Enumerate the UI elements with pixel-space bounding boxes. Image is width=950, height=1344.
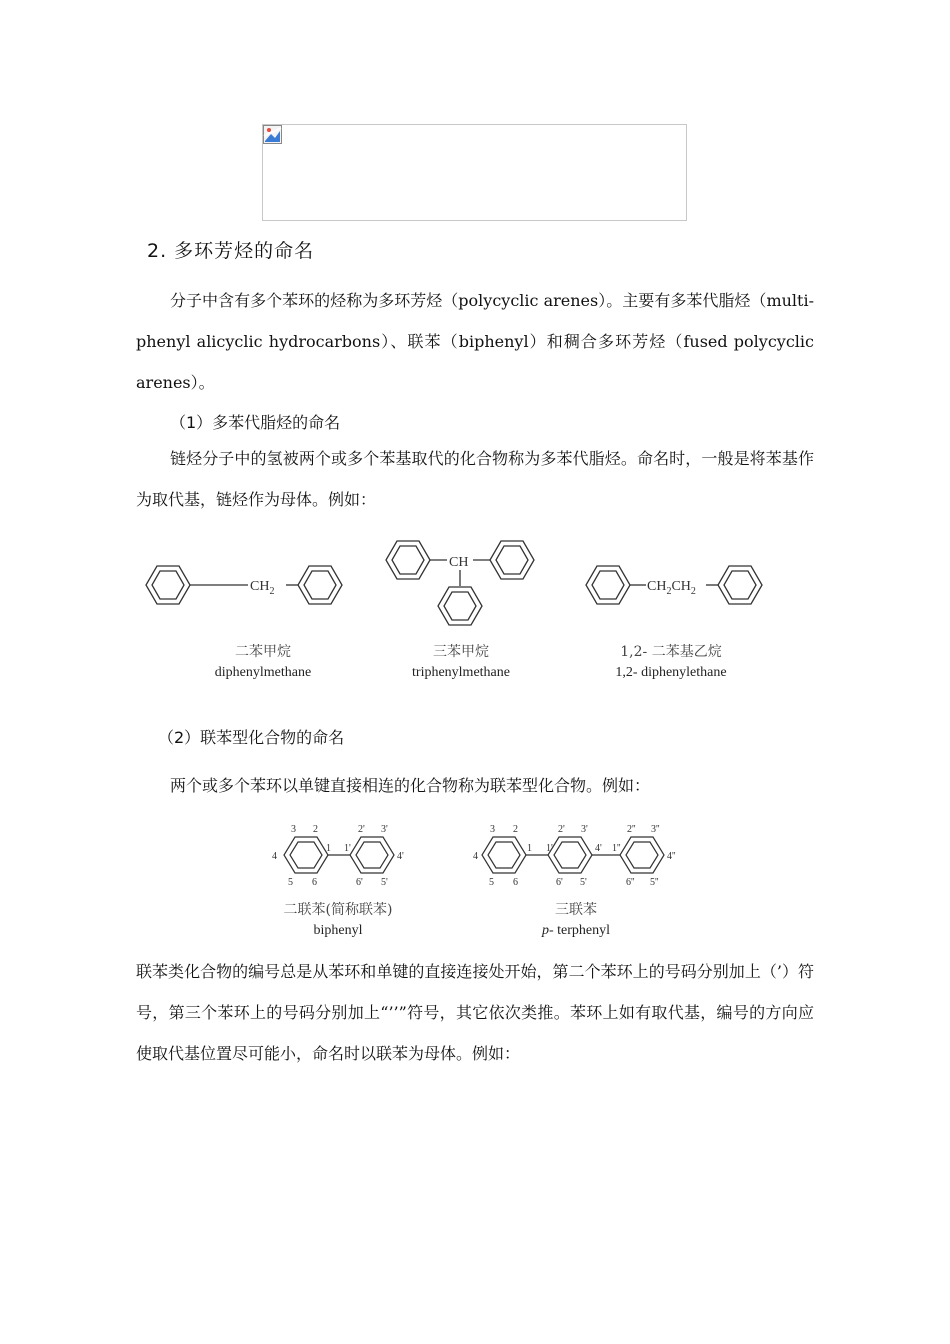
position-label: 5' <box>580 877 587 888</box>
subsection-heading-2: （2）联苯型化合物的命名 <box>158 728 345 747</box>
benzene-ring <box>350 837 394 873</box>
position-label: 3'' <box>651 824 660 835</box>
sub2-paragraph: 两个或多个苯环以单键直接相连的化合物称为联苯型化合物。例如： <box>170 776 651 795</box>
benzene-ring <box>620 837 664 873</box>
position-label: 4'' <box>667 851 676 862</box>
intro-paragraph: 分子中含有多个苯环的烃称为多环芳烃（polycyclic arenes）。主要有多苯代脂烃（multi-phenyl alicyclic hydrocarbons）、联苯（biphenyl）和稠合多环芳烃（fused polycyclic arenes）。 <box>136 291 814 392</box>
position-label: 5 <box>489 877 494 888</box>
benzene-ring <box>298 566 342 604</box>
caption-cn-diphenylmethane: 二苯甲烷 <box>235 644 291 660</box>
benzene-ring <box>438 587 482 625</box>
position-label: 6' <box>556 877 563 888</box>
benzene-ring <box>146 566 190 604</box>
position-label: 2'' <box>627 824 636 835</box>
benzene-ring <box>586 566 630 604</box>
formula-ch: CH <box>449 555 469 570</box>
position-label: 4' <box>595 843 602 854</box>
caption-cn-triphenylmethane: 三苯甲烷 <box>433 644 489 660</box>
position-label: 6'' <box>626 877 635 888</box>
position-label: 6' <box>356 877 363 888</box>
position-label: 2 <box>513 824 518 835</box>
caption-cn-diphenylethane: 1,2- 二苯基乙烷 <box>620 644 722 660</box>
position-label: 2' <box>558 824 565 835</box>
caption-cn-biphenyl: 二联苯(简称联苯) <box>283 902 393 918</box>
benzene-ring <box>490 541 534 579</box>
numbering-paragraph: 联苯类化合物的编号总是从苯环和单键的直接连接处开始，第二个苯环上的号码分别加上（’）符号，第三个苯环上的号码分别加上“’’”符号，其它依次类推。苯环上如有取代基，编号的方向应使取代基位置尽可能小，命名时以联苯为母体。例如： <box>136 962 814 1063</box>
section-heading: 2. 多环芳烃的命名 <box>147 240 315 262</box>
benzene-ring <box>718 566 762 604</box>
caption-cn-terphenyl: 三联苯 <box>555 902 597 918</box>
position-label: 3' <box>381 824 388 835</box>
position-label: 4' <box>397 851 404 862</box>
position-label: 5 <box>288 877 293 888</box>
position-label: 1' <box>546 843 553 854</box>
subsection-heading-1: （1）多苯代脂烃的命名 <box>170 413 341 432</box>
caption-en-terphenyl: p- terphenyl <box>541 923 611 938</box>
position-label: 1' <box>344 843 351 854</box>
position-label: 2' <box>358 824 365 835</box>
position-label: 5' <box>381 877 388 888</box>
biphenyl-terphenyl-figure <box>260 818 700 896</box>
formula-ch2: $CH_2$ <box>250 579 275 597</box>
position-label: 1'' <box>612 843 621 854</box>
position-label: 3 <box>291 824 296 835</box>
position-label: 3' <box>581 824 588 835</box>
position-label: 6 <box>312 877 317 888</box>
caption-en-biphenyl: biphenyl <box>313 923 363 938</box>
position-label: 2 <box>313 824 318 835</box>
broken-image-icon <box>263 125 282 144</box>
benzene-ring <box>386 541 430 579</box>
broken-image-placeholder <box>262 124 687 221</box>
caption-en-triphenylmethane: triphenylmethane <box>412 665 510 680</box>
sub1-paragraph: 链烃分子中的氢被两个或多个苯基取代的化合物称为多苯代脂烃。命名时，一般是将苯基作为取代基，链烃作为母体。例如： <box>136 449 814 509</box>
diphenylalkane-structures-figure <box>140 530 820 650</box>
position-label: 5'' <box>650 877 659 888</box>
position-label: 6 <box>513 877 518 888</box>
position-label: 1 <box>326 843 331 854</box>
position-label: 4 <box>473 851 478 862</box>
benzene-ring <box>548 837 592 873</box>
benzene-ring <box>482 837 526 873</box>
formula-ch2ch2: $CH_2CH_2$ <box>647 579 696 597</box>
position-label: 3 <box>490 824 495 835</box>
position-label: 4 <box>272 851 277 862</box>
caption-en-diphenylmethane: diphenylmethane <box>214 665 312 680</box>
benzene-ring <box>284 837 328 873</box>
position-label: 1 <box>527 843 532 854</box>
caption-en-diphenylethane: 1,2- diphenylethane <box>615 665 727 680</box>
